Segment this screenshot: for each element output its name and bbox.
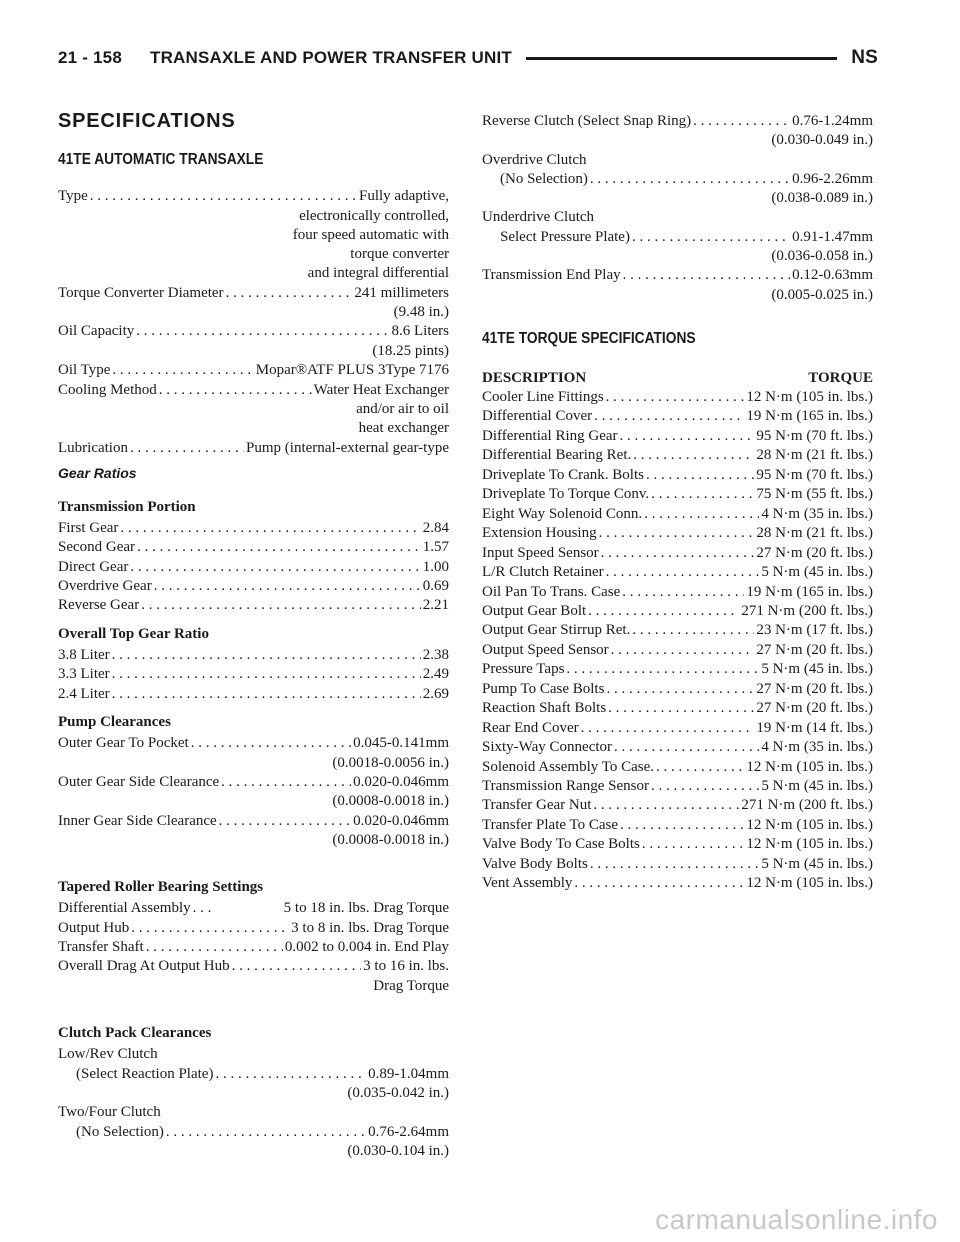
leader-dots (601, 543, 755, 563)
ratio-value: 2.69 (422, 686, 449, 702)
torque-description: Differential Ring Gear (482, 427, 618, 444)
clutch-value: 0.96-2.26mm (792, 171, 873, 187)
leader-dots (593, 795, 739, 815)
clutch-sub-label: (No Selection) (76, 1124, 164, 1140)
clutch-row (482, 227, 873, 247)
leader-dots (219, 811, 351, 831)
clutch-value-inches: (0.030-0.104 in.) (347, 1143, 449, 1159)
leader-dots (112, 684, 421, 704)
bearing-value: 3 to 16 in. lbs. (363, 958, 449, 974)
torque-row (482, 562, 873, 582)
leader-dots (232, 956, 362, 976)
torque-description: Valve Body To Case Bolts (482, 836, 640, 853)
torque-row (482, 718, 873, 738)
leader-dots (606, 387, 745, 407)
clutch-row (58, 1122, 449, 1142)
clutch-row (482, 265, 873, 285)
page-number: 21 - 158 (58, 48, 122, 67)
pump-value: 0.020-0.046mm (353, 774, 449, 790)
torque-row (482, 504, 873, 524)
overall-ratio-row (58, 664, 449, 684)
leader-dots (693, 111, 790, 131)
torque-value: 23 N·m (17 ft. lbs.) (756, 622, 873, 639)
leader-dots (590, 854, 759, 874)
leader-dots (581, 718, 755, 738)
spec-value: Mopar®ATF PLUS 3Type 7176 (255, 362, 449, 378)
overall-ratio-title: Overall Top Gear Ratio (58, 626, 209, 642)
torque-description: Reaction Shaft Bolts (482, 700, 607, 717)
leader-dots (141, 595, 421, 615)
torque-row (482, 426, 873, 446)
gear-row (58, 576, 449, 596)
torque-value: 12 N·m (105 in. lbs.) (746, 816, 873, 833)
torque-value: 12 N·m (105 in. lbs.) (746, 389, 873, 405)
pump-value-inches: (0.0008-0.0018 in.) (332, 793, 449, 809)
engine-label: 2.4 Liter (58, 686, 110, 702)
torque-description: Rear End Cover (482, 719, 579, 736)
section-title: TRANSAXLE AND POWER TRANSFER UNIT (149, 48, 513, 67)
spec-value: Water Heat Exchanger (313, 382, 449, 398)
torque-description: Solenoid Assembly To Case. (482, 758, 655, 775)
clutch-sub-label: Select Pressure Plate) (500, 229, 630, 245)
torque-value: 5 N·m (45 in. lbs.) (761, 778, 873, 794)
engine-label: 3.3 Liter (58, 666, 110, 682)
spec-row-converter (58, 283, 449, 303)
torque-row (482, 873, 873, 893)
spec-value-continued: four speed automatic with (292, 227, 449, 243)
bearing-row (58, 937, 449, 957)
leader-dots (651, 484, 754, 504)
spec-value: 8.6 Liters (391, 323, 449, 339)
overall-ratio-row (58, 684, 449, 704)
torque-value: 19 N·m (165 in. lbs.) (746, 583, 873, 600)
ratio-value: 2.49 (422, 666, 449, 682)
torque-description: Differential Bearing Ret. (482, 447, 632, 464)
leader-dots (614, 737, 759, 757)
pump-value-inches: (0.0018-0.0056 in.) (332, 755, 449, 771)
gear-ratios-heading: Gear Ratios (58, 465, 137, 481)
torque-description: Output Gear Stirrup Ret. (482, 622, 631, 639)
engine-label: 3.8 Liter (58, 647, 110, 663)
pump-label: Inner Gear Side Clearance (58, 813, 217, 829)
leader-dots (594, 406, 744, 426)
bearing-label: Transfer Shaft (58, 939, 144, 955)
leader-dots (193, 898, 211, 918)
leader-dots (137, 537, 421, 557)
bearing-row (58, 918, 449, 938)
torque-value: 4 N·m (35 in. lbs.) (761, 505, 873, 522)
clutch-value-inches: (0.035-0.042 in.) (347, 1085, 449, 1101)
pump-clearances-title: Pump Clearances (58, 714, 171, 730)
torque-row (482, 640, 873, 660)
leader-dots (166, 1122, 366, 1142)
torque-row (482, 484, 873, 504)
spec-row-lubrication (58, 438, 449, 458)
clutch-value-inches: (0.030-0.049 in.) (771, 132, 873, 148)
specifications-heading: SPECIFICATIONS (58, 110, 236, 132)
torque-row (482, 465, 873, 485)
leader-dots (566, 659, 759, 679)
leader-dots (642, 834, 744, 854)
spec-label: Lubrication (58, 440, 128, 456)
transaxle-heading: 41TE AUTOMATIC TRANSAXLE (58, 151, 264, 168)
clutch-value: 0.91-1.47mm (792, 229, 873, 245)
leader-dots (632, 620, 754, 640)
pump-label: Outer Gear To Pocket (58, 735, 189, 751)
spec-value: Fully adaptive, (359, 188, 449, 204)
leader-dots (620, 426, 755, 446)
torque-description: Driveplate To Crank. Bolts (482, 466, 644, 483)
leader-dots (611, 640, 755, 660)
torque-description: Transfer Plate To Case (482, 816, 619, 833)
torque-value: 271 N·m (200 ft. lbs.) (741, 797, 873, 814)
torque-description: Cooler Line Fittings (482, 389, 604, 405)
leader-dots (644, 504, 759, 524)
leader-dots (120, 518, 420, 538)
torque-description: Driveplate To Torque Conv. (482, 486, 650, 503)
spec-row-type (58, 186, 449, 206)
overdrive-clutch-label: Overdrive Clutch (482, 152, 587, 168)
transmission-portion-title: Transmission Portion (58, 499, 196, 515)
leader-dots (191, 733, 351, 753)
torque-value: 27 N·m (20 ft. lbs.) (756, 680, 873, 697)
spec-value-continued: torque converter (350, 246, 449, 262)
torque-value: 28 N·m (21 ft. lbs.) (756, 447, 873, 464)
watermark: carmanualsonline.info (655, 1204, 938, 1235)
torque-value: 5 N·m (45 in. lbs.) (761, 661, 873, 678)
spec-value-continued: (18.25 pints) (372, 343, 449, 359)
torque-description: Pressure Taps (482, 661, 565, 678)
torque-description: Eight Way Solenoid Conn. (482, 505, 643, 522)
clutch-sub-label: (Select Reaction Plate) (76, 1066, 214, 1082)
spec-value-continued: (9.48 in.) (393, 304, 449, 320)
leader-dots (90, 186, 357, 206)
clutch-value-inches: (0.036-0.058 in.) (771, 248, 873, 264)
gear-value: 2.21 (422, 597, 449, 613)
torque-row (482, 776, 873, 796)
underdrive-clutch-label: Underdrive Clutch (482, 209, 595, 225)
torque-description: Sixty-Way Connector (482, 739, 613, 756)
leader-dots (623, 265, 791, 285)
bearing-settings-title: Tapered Roller Bearing Settings (58, 879, 264, 895)
torque-description: Output Speed Sensor (482, 641, 609, 658)
bearing-label: Differential Assembly (58, 900, 191, 916)
torque-row (482, 620, 873, 640)
torque-value: 28 N·m (21 ft. lbs.) (756, 525, 873, 542)
two-four-clutch-label: Two/Four Clutch (58, 1104, 161, 1120)
gear-label: First Gear (58, 520, 119, 536)
torque-value: 5 N·m (45 in. lbs.) (761, 564, 873, 581)
clutch-pack-title: Clutch Pack Clearances (58, 1025, 212, 1041)
gear-label: Overdrive Gear (58, 578, 152, 594)
leader-dots (215, 1064, 366, 1084)
torque-description: Transfer Gear Nut (482, 797, 592, 814)
page-header (58, 44, 878, 72)
torque-row (482, 445, 873, 465)
torque-row (482, 854, 873, 874)
leader-dots (599, 523, 755, 543)
clutch-value: 0.89-1.04mm (368, 1066, 449, 1082)
torque-value: 4 N·m (35 in. lbs.) (761, 739, 873, 756)
torque-value: 12 N·m (105 in. lbs.) (746, 836, 873, 853)
clutch-value: 0.76-1.24mm (792, 113, 873, 129)
leader-dots (112, 664, 421, 684)
spec-label: Oil Type (58, 362, 111, 378)
leader-dots (226, 283, 353, 303)
low-rev-clutch-label: Low/Rev Clutch (58, 1046, 158, 1062)
gear-label: Direct Gear (58, 559, 129, 575)
spec-value-continued: and integral differential (307, 265, 449, 281)
torque-description: Oil Pan To Trans. Case (482, 583, 621, 600)
gear-label: Second Gear (58, 539, 136, 555)
torque-row (482, 523, 873, 543)
model-code: NS (851, 47, 878, 68)
torque-value: 19 N·m (14 ft. lbs.) (756, 719, 873, 736)
leader-dots (656, 757, 744, 777)
clutch-value: 0.76-2.64mm (368, 1124, 449, 1140)
torque-row (482, 834, 873, 854)
torque-row (482, 698, 873, 718)
ratio-value: 2.38 (422, 647, 449, 663)
pump-value: 0.045-0.141mm (353, 735, 449, 751)
torque-row (482, 387, 873, 407)
clutch-row (482, 169, 873, 189)
torque-row (482, 582, 873, 602)
leader-dots (574, 873, 744, 893)
torque-row (482, 757, 873, 777)
leader-dots (130, 438, 244, 458)
leader-dots (112, 360, 253, 380)
torque-description: Valve Body Bolts (482, 855, 588, 872)
torque-value: 95 N·m (70 ft. lbs.) (756, 466, 873, 483)
leader-dots (622, 582, 744, 602)
leader-dots (651, 776, 759, 796)
torque-row (482, 737, 873, 757)
clutch-row (482, 111, 873, 131)
torque-value: 271 N·m (200 ft. lbs.) (741, 602, 873, 619)
gear-value: 1.57 (422, 539, 449, 555)
bearing-row (58, 956, 449, 976)
spec-value-continued: heat exchanger (358, 420, 449, 436)
gear-label: Reverse Gear (58, 597, 140, 613)
gear-value: 2.84 (422, 520, 449, 536)
spec-row-oil-capacity (58, 321, 449, 341)
torque-row (482, 795, 873, 815)
gear-row (58, 537, 449, 557)
spec-value-continued: and/or air to oil (356, 401, 449, 417)
torque-value: 95 N·m (70 ft. lbs.) (756, 427, 873, 444)
pump-value-inches: (0.0008-0.0018 in.) (332, 832, 449, 848)
leader-dots (112, 645, 421, 665)
clutch-value: 0.12-0.63mm (792, 267, 873, 283)
pump-row (58, 811, 449, 831)
torque-value: 27 N·m (20 ft. lbs.) (756, 641, 873, 658)
torque-value: 12 N·m (105 in. lbs.) (746, 758, 873, 775)
torque-row (482, 679, 873, 699)
torque-value: 27 N·m (20 ft. lbs.) (756, 544, 873, 561)
torque-value: 19 N·m (165 in. lbs.) (746, 408, 873, 425)
leader-dots (136, 321, 389, 341)
spec-label: Type (58, 188, 88, 204)
torque-value: 5 N·m (45 in. lbs.) (761, 855, 873, 872)
overall-ratio-row (58, 645, 449, 665)
torque-description: Pump To Case Bolts (482, 680, 605, 697)
spec-row-cooling (58, 380, 449, 400)
torque-row (482, 815, 873, 835)
bearing-label: Overall Drag At Output Hub (58, 958, 230, 974)
bearing-label: Output Hub (58, 920, 130, 936)
column-description: DESCRIPTION (482, 370, 587, 386)
clutch-row (58, 1064, 449, 1084)
bearing-value: 3 to 8 in. lbs. Drag Torque (291, 920, 449, 936)
leader-dots (154, 576, 421, 596)
torque-description: L/R Clutch Retainer (482, 564, 604, 581)
leader-dots (608, 698, 754, 718)
leader-dots (221, 772, 351, 792)
gear-row (58, 557, 449, 577)
leader-dots (606, 679, 754, 699)
leader-dots (588, 601, 739, 621)
header-rule (526, 57, 837, 60)
leader-dots (646, 465, 754, 485)
torque-value: 27 N·m (20 ft. lbs.) (756, 700, 873, 717)
torque-row (482, 601, 873, 621)
torque-heading: 41TE TORQUE SPECIFICATIONS (482, 330, 696, 347)
gear-value: 1.00 (422, 559, 449, 575)
leader-dots (620, 815, 744, 835)
torque-description: Output Gear Bolt (482, 602, 587, 619)
column-torque: TORQUE (808, 370, 873, 386)
leader-dots (606, 562, 760, 582)
torque-row (482, 543, 873, 563)
leader-dots (633, 445, 754, 465)
torque-description: Input Speed Sensor (482, 544, 599, 561)
torque-description: Extension Housing (482, 525, 597, 542)
clutch-label: Reverse Clutch (Select Snap Ring) (482, 113, 692, 129)
leader-dots (131, 918, 289, 938)
spec-value: 241 millimeters (354, 285, 449, 301)
torque-table-header (482, 368, 873, 388)
torque-description: Differential Cover (482, 408, 593, 425)
leader-dots (590, 169, 790, 189)
pump-row (58, 733, 449, 753)
bearing-value: 0.002 to 0.004 in. End Play (284, 939, 449, 955)
gear-row (58, 595, 449, 615)
leader-dots (130, 557, 420, 577)
leader-dots (632, 227, 790, 247)
clutch-value-inches: (0.005-0.025 in.) (771, 287, 873, 303)
gear-row (58, 518, 449, 538)
spec-label: Cooling Method (58, 382, 157, 398)
pump-value: 0.020-0.046mm (353, 813, 449, 829)
gear-value: 0.69 (422, 578, 449, 594)
torque-value: 12 N·m (105 in. lbs.) (746, 875, 873, 892)
spec-label: Oil Capacity (58, 323, 135, 339)
torque-description: Vent Assembly (482, 875, 573, 892)
spec-value: Pump (internal-external gear-type (246, 440, 449, 456)
bearing-value-continued: Drag Torque (373, 978, 449, 994)
clutch-label: Transmission End Play (482, 267, 621, 283)
spec-row-oil-type (58, 360, 449, 380)
bearing-row (58, 898, 449, 918)
spec-label: Torque Converter Diameter (58, 285, 224, 301)
torque-row (482, 406, 873, 426)
pump-label: Outer Gear Side Clearance (58, 774, 220, 790)
bearing-value: 5 to 18 in. lbs. Drag Torque (283, 900, 449, 916)
leader-dots (146, 937, 283, 957)
torque-row (482, 659, 873, 679)
pump-row (58, 772, 449, 792)
clutch-sub-label: (No Selection) (500, 171, 588, 187)
leader-dots (159, 380, 312, 400)
torque-value: 75 N·m (55 ft. lbs.) (756, 486, 873, 503)
spec-value-continued: electronically controlled, (299, 208, 449, 224)
torque-description: Transmission Range Sensor (482, 778, 649, 794)
clutch-value-inches: (0.038-0.089 in.) (771, 190, 873, 206)
